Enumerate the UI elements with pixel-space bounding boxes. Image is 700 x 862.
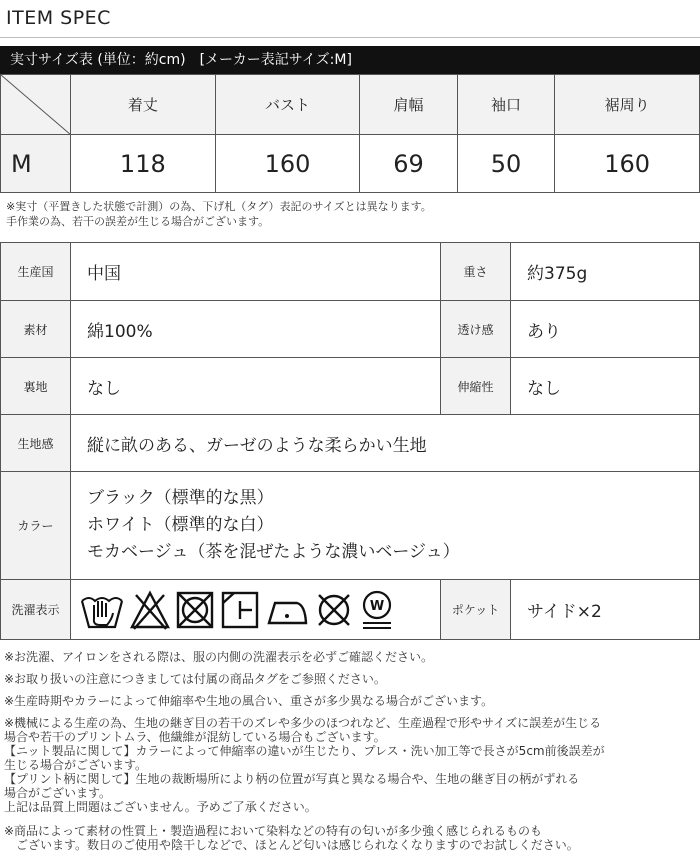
footer-note: ※機械による生産の為、生地の継ぎ目の若干のズレや多少のほつれなど、生産過程で形やサイズに誤差が生じる	[4, 716, 602, 730]
footer-note: ※商品によって素材の性質上・製造過程において染料などの特有の匂いが多少強く感じられるものも	[4, 824, 543, 838]
size-table	[0, 74, 700, 193]
table-cell: 160	[215, 135, 360, 193]
pocket-label: ポケット	[441, 580, 511, 640]
column-header: 着丈	[71, 75, 216, 135]
diagonal-line-icon	[1, 75, 71, 135]
size-table-header-row	[1, 75, 700, 135]
footer-note: 上記は品質上問題はございません。予めご了承ください。	[4, 800, 317, 814]
size-table-caption: 実寸サイズ表 (単位：約cm) [メーカー表記サイズ:M]	[0, 46, 700, 74]
stretch-value: なし	[511, 358, 700, 415]
pocket-value: サイド×2	[511, 580, 700, 640]
footer-note: ※生産時期やカラーによって伸縮率や生地の風合い、重さが多少異なる場合がございます。	[4, 694, 494, 708]
texture-value: 縦に畝のある、ガーゼのような柔らかい生地	[71, 415, 700, 472]
lining-value: なし	[71, 358, 441, 415]
wash-icons	[71, 589, 440, 631]
column-header: バスト	[215, 75, 360, 135]
color-item: ブラック（標準的な黒）	[87, 488, 274, 508]
footer-note: 生じる場合がございます。	[4, 758, 148, 772]
material-label: 素材	[1, 301, 71, 358]
wet-clean-icon	[359, 589, 395, 631]
footer-note: ございます。数日のご使用や陰干しなどで、ほとんど匂いは感じられなくなりますのでお試しください。	[4, 838, 579, 852]
table-cell: 160	[555, 135, 700, 193]
table-cell: 50	[457, 135, 554, 193]
table-cell: 118	[71, 135, 216, 193]
sheer-value: あり	[511, 301, 700, 358]
footer-note: 場合がございます。	[4, 786, 112, 800]
column-header: 肩幅	[360, 75, 457, 135]
no-tumble-dry-icon	[175, 589, 215, 631]
no-dry-clean-icon	[314, 589, 354, 631]
footer-note: 【ニット製品に関して】カラーによって伸縮率の違いが生じたり、プレス・洗い加工等で長さが5cm前後誤差が	[4, 744, 605, 758]
line-dry-shade-icon	[220, 589, 260, 631]
table-row	[1, 243, 700, 301]
table-row	[1, 135, 700, 193]
table-row	[1, 472, 700, 580]
wash-icons-cell	[71, 580, 441, 640]
spec-table	[0, 242, 700, 640]
table-cell: 69	[360, 135, 457, 193]
table-row	[1, 580, 700, 640]
header-bar	[0, 0, 700, 38]
footer-note: ※お洗濯、アイロンをされる際は、服の内側の洗濯表示を必ずご確認ください。	[4, 650, 433, 664]
size-label: M	[1, 135, 71, 193]
size-note: 手作業の為、若干の誤差が生じる場合がございます。	[6, 215, 270, 228]
table-row	[1, 301, 700, 358]
weight-label: 重さ	[441, 243, 511, 301]
size-table-corner	[1, 75, 71, 135]
column-header: 袖口	[457, 75, 554, 135]
origin-value: 中国	[71, 243, 441, 301]
stretch-label: 伸縮性	[441, 358, 511, 415]
footer-note: ※お取り扱いの注意につきましては付属の商品タグをご参照ください。	[4, 672, 386, 686]
footer-note: 場合や若干のプリントムラ、他繊維が混紡している場合もございます。	[4, 730, 386, 744]
material-value: 綿100%	[71, 301, 441, 358]
no-bleach-icon	[130, 589, 170, 631]
color-label: カラー	[1, 472, 71, 580]
iron-low-icon	[265, 589, 309, 631]
texture-label: 生地感	[1, 415, 71, 472]
page-title: ITEM SPEC	[6, 7, 111, 29]
weight-value: 約375g	[511, 243, 700, 301]
sheer-label: 透け感	[441, 301, 511, 358]
table-row	[1, 415, 700, 472]
color-item: モカベージュ（茶を混ぜたような濃いベージュ）	[87, 542, 460, 562]
table-row	[1, 358, 700, 415]
hand-wash-icon	[79, 589, 125, 631]
lining-label: 裏地	[1, 358, 71, 415]
svg-text:W: W	[369, 598, 385, 614]
color-item: ホワイト（標準的な白）	[87, 515, 274, 535]
color-list	[71, 472, 700, 580]
size-note: ※実寸（平置きした状態で計測）の為、下げ札（タグ）表記のサイズとは異なります。	[6, 200, 432, 213]
footer-note: 【プリント柄に関して】生地の裁断場所により柄の位置が写真と異なる場合や、生地の継ぎ目の柄がずれる	[4, 772, 580, 786]
origin-label: 生産国	[1, 243, 71, 301]
column-header: 裾周り	[555, 75, 700, 135]
wash-label: 洗濯表示	[1, 580, 71, 640]
